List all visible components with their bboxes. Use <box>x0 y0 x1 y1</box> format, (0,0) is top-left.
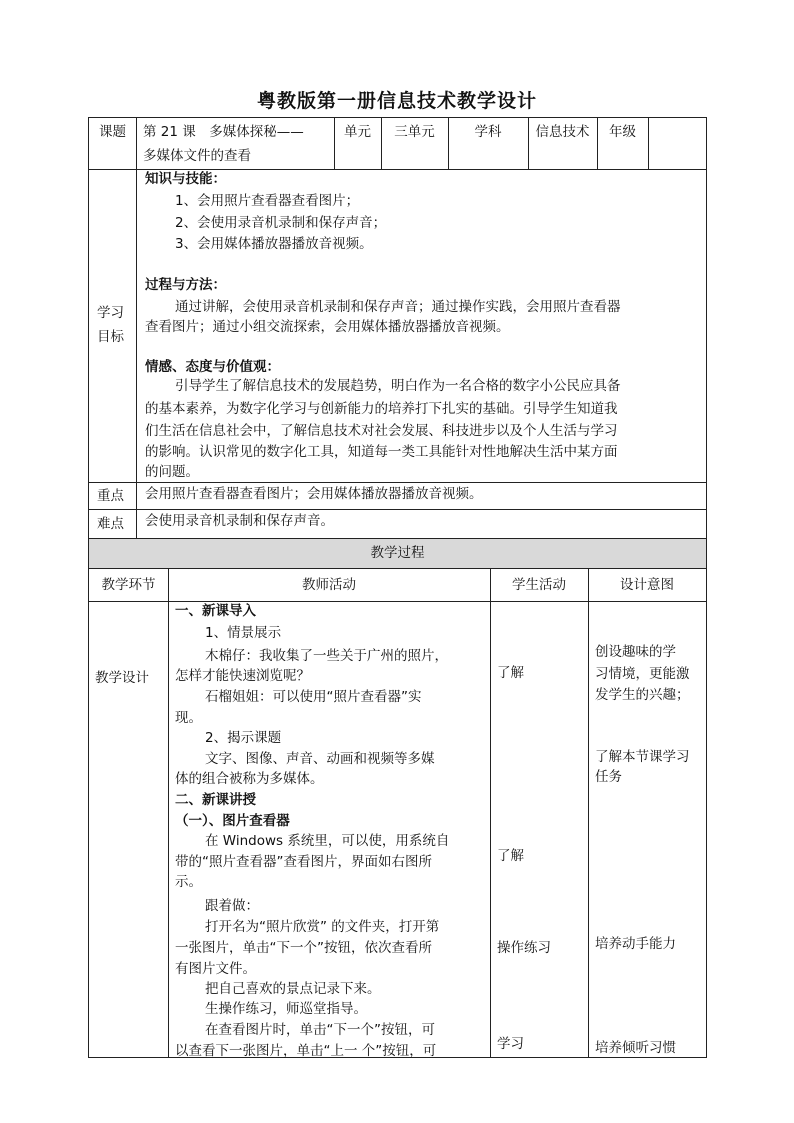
unit-value: 三单元 <box>394 124 435 140</box>
intent-line: 任务 <box>595 769 622 785</box>
teacher-activity-line: 一、新课导入 <box>175 603 256 619</box>
teacher-activity-line: 生操作练习，师巡堂指导。 <box>205 1001 367 1017</box>
knowledge-item: 3、会用媒体播放器播放音视频。 <box>175 236 373 252</box>
intent-line: 培养动手能力 <box>595 936 676 952</box>
teacher-activity-line: 1、情景展示 <box>205 625 282 641</box>
emotion-text-line: 的问题。 <box>145 464 199 480</box>
col-divider <box>168 568 169 1058</box>
col-divider <box>588 568 589 1058</box>
lesson-plan-table <box>88 117 707 1058</box>
unit-label: 单元 <box>344 124 371 140</box>
teacher-activity-line: 带的“照片查看器”查看图片，界面如右图所 <box>175 854 432 870</box>
teacher-activity-line: 石榴姐姐：可以使用“照片查看器”实 <box>205 689 422 705</box>
column-header-intent: 设计意图 <box>620 577 674 593</box>
key-point-text: 会用照片查看器查看图片；会用媒体播放器播放音视频。 <box>145 486 483 502</box>
teacher-activity-line: 2、揭示课题 <box>205 730 282 746</box>
emotion-text-line: 引导学生了解信息技术的发展趋势，明白作为一名合格的数字小公民应具备 <box>175 378 621 394</box>
stage-label: 教学设计 <box>95 670 149 686</box>
column-header-teacher: 教师活动 <box>302 577 356 593</box>
emotion-text-line: 的基本素养，为数字化学习与创新能力的培养打下扎实的基础。引导学生知道我 <box>145 401 618 417</box>
teacher-activity-line: 跟着做： <box>205 898 259 914</box>
emotion-text-line: 们生活在信息社会中，了解信息技术对社会发展、科技进步以及个人生活与学习 <box>145 423 618 439</box>
goals-label-1: 学习 <box>97 305 124 321</box>
teacher-activity-line: （一）、图片查看器 <box>175 813 290 829</box>
subject-value: 信息技术 <box>535 124 590 140</box>
column-header-student: 学生活动 <box>512 577 566 593</box>
difficulty-text: 会使用录音机录制和保存声音。 <box>145 513 334 529</box>
teacher-activity-line: 以查看下一张图片，单击“上一 个”按钮，可 <box>175 1043 437 1059</box>
topic-label: 课题 <box>99 124 126 140</box>
document-title: 粤教版第一册信息技术教学设计 <box>256 90 537 112</box>
intent-line: 创设趣味的学 <box>595 644 676 660</box>
goals-label-2: 目标 <box>97 329 124 345</box>
process-text-line: 通过讲解，会使用录音机录制和保存声音；通过操作实践，会用照片查看器 <box>175 299 621 315</box>
row-divider <box>89 568 706 569</box>
row-divider <box>89 538 706 539</box>
teacher-activity-line: 在 Windows 系统里，可以使，用系统自 <box>205 833 450 849</box>
intent-line: 培养倾听习惯 <box>595 1040 676 1056</box>
intent-line: 了解本节课学习 <box>595 749 690 765</box>
intent-line: 发学生的兴趣； <box>595 687 690 703</box>
student-activity: 了解 <box>497 848 524 864</box>
teacher-activity-line: 二、新课讲授 <box>175 792 256 808</box>
emotion-text-line: 的影响。认识常见的数字化工具，知道每一类工具能针对性地解决生活中某方面 <box>145 444 618 460</box>
row-divider <box>89 482 706 483</box>
col-divider <box>490 568 491 1058</box>
teacher-activity-line: 一张图片，单击“下一个”按钮，依次查看所 <box>175 940 432 956</box>
process-text-line: 查看图片；通过小组交流探索，会用媒体播放器播放音视频。 <box>145 319 510 335</box>
process-title: 过程与方法： <box>145 277 226 293</box>
teacher-activity-line: 体的组合被称为多媒体。 <box>175 771 324 787</box>
topic-line-1: 第 21 课 多媒体探秘—— <box>143 124 304 140</box>
col-divider <box>648 118 649 169</box>
subject-label: 学科 <box>474 124 502 140</box>
teacher-activity-line: 现。 <box>175 710 202 726</box>
student-activity: 学习 <box>497 1036 524 1052</box>
teacher-activity-line: 木棉仔：我收集了一些关于广州的照片， <box>205 648 448 664</box>
teacher-activity-line: 打开名为“照片欣赏” 的文件夹，打开第 <box>205 919 440 935</box>
teacher-activity-line: 文字、图像、声音、动画和视频等多媒 <box>205 751 435 767</box>
difficulty-label: 难点 <box>97 516 124 532</box>
teacher-activity-line: 在查看图片时，单击“下一个”按钮，可 <box>205 1022 435 1038</box>
process-band-label: 教学过程 <box>370 545 425 561</box>
teacher-activity-line: 示。 <box>175 874 202 890</box>
teacher-activity-line: 有图片文件。 <box>175 961 256 977</box>
teacher-activity-line: 怎样才能快速浏览呢？ <box>175 668 310 684</box>
student-activity: 操作练习 <box>497 940 551 956</box>
column-header-stage: 教学环节 <box>101 577 156 593</box>
knowledge-item: 2、会使用录音机录制和保存声音； <box>175 215 387 231</box>
intent-line: 习情境，更能激 <box>595 666 690 682</box>
row-divider <box>89 509 706 510</box>
grade-label: 年级 <box>609 124 636 140</box>
knowledge-title: 知识与技能： <box>145 171 226 187</box>
knowledge-item: 1、会用照片查看器查看图片； <box>175 193 360 209</box>
teacher-activity-line: 把自己喜欢的景点记录下来。 <box>205 981 381 997</box>
key-point-label: 重点 <box>97 488 124 504</box>
col-divider <box>136 118 137 538</box>
student-activity: 了解 <box>497 665 524 681</box>
emotion-title: 情感、态度与价值观： <box>145 359 280 375</box>
topic-line-2: 多媒体文件的查看 <box>143 148 251 164</box>
